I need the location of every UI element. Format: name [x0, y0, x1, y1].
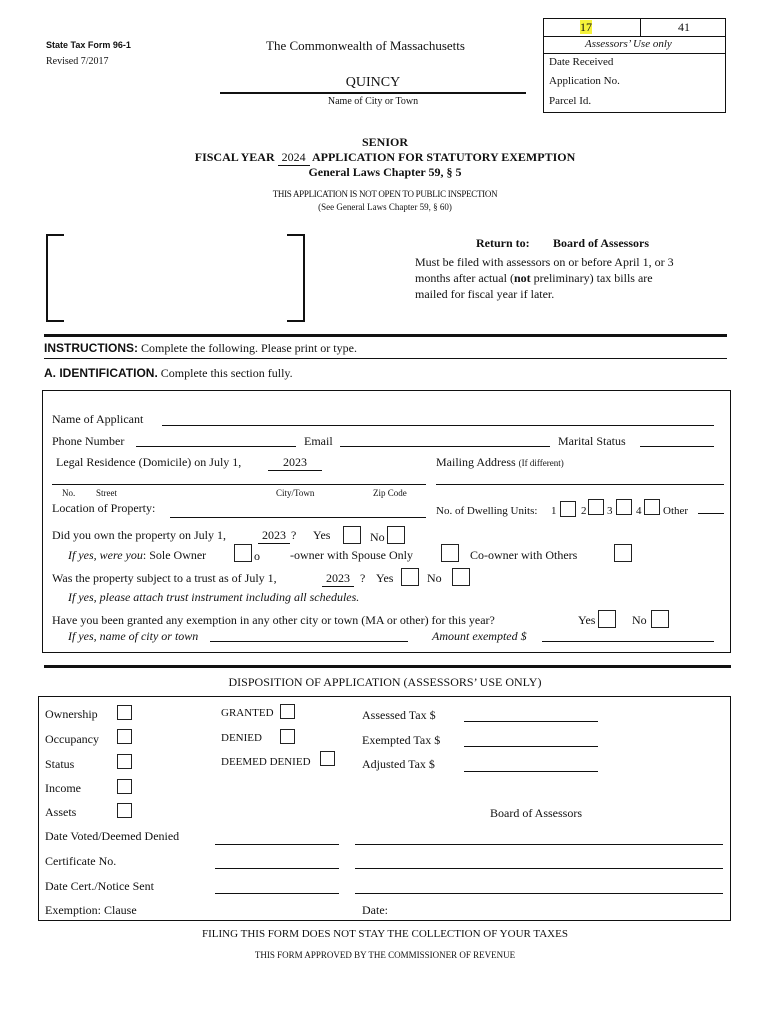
assessed-tax-field[interactable]	[464, 721, 598, 722]
exempted-tax-label: Exempted Tax $	[362, 733, 441, 747]
q-trust-yes-checkbox[interactable]	[401, 568, 419, 586]
return-label: Return to:	[476, 236, 530, 250]
phone-field[interactable]	[136, 446, 296, 447]
email-field[interactable]	[340, 446, 550, 447]
addr-no-caption: No.	[62, 488, 76, 498]
code-right[interactable]: 41	[678, 20, 690, 34]
unit-2-label: 2	[581, 505, 587, 517]
income-label: Income	[45, 781, 81, 795]
dwelling-units-label: No. of Dwelling Units:	[436, 505, 538, 517]
marital-field[interactable]	[640, 446, 714, 447]
q-trust-label: Was the property subject to a trust as of July 1,	[52, 571, 277, 585]
adjusted-tax-label: Adjusted Tax $	[362, 757, 435, 771]
income-checkbox[interactable]	[117, 779, 132, 794]
q-own-no-checkbox[interactable]	[387, 526, 405, 544]
name-applicant-field[interactable]	[162, 425, 714, 426]
q-trust-no-label: No	[427, 571, 442, 585]
title-fiscal-year: FISCAL YEAR 2024 APPLICATION FOR STATUTORY EXEMPTION	[194, 150, 576, 164]
granted-checkbox[interactable]	[280, 704, 295, 719]
application-no-label: Application No.	[549, 75, 620, 87]
adjusted-tax-field[interactable]	[464, 771, 598, 772]
q-own-label: Did you own the property on July 1,	[52, 528, 226, 542]
unit-4-label: 4	[636, 505, 642, 517]
exemption-clause-label: Exemption: Clause	[45, 903, 137, 917]
denied-checkbox[interactable]	[280, 729, 295, 744]
marital-label: Marital Status	[558, 434, 626, 448]
certificate-label: Certificate No.	[45, 854, 117, 868]
city-caption: Name of City or Town	[327, 96, 419, 107]
exempted-tax-field[interactable]	[464, 746, 598, 747]
q-exempt-yes-checkbox[interactable]	[598, 610, 616, 628]
certificate-field[interactable]	[215, 868, 339, 869]
q-own-year[interactable]: 2023	[258, 528, 290, 544]
q-exempt-no-label: No	[632, 613, 647, 627]
assessors-caption: Assessors’ Use only	[585, 38, 672, 50]
legal-residence-label: Legal Residence (Domicile) on July 1,	[56, 455, 242, 469]
city-underline	[220, 92, 526, 94]
title-senior: SENIOR	[361, 135, 408, 149]
addr-city-caption: City/Town	[276, 488, 315, 498]
footer-line2: THIS FORM APPROVED BY THE COMMISSIONER OF REVENUE	[254, 950, 516, 960]
signature-line-3[interactable]	[355, 893, 723, 894]
parcel-id-label: Parcel Id.	[549, 95, 592, 107]
occupancy-label: Occupancy	[45, 732, 99, 746]
date-voted-label: Date Voted/Deemed Denied	[45, 829, 180, 843]
signature-line-1[interactable]	[355, 844, 723, 845]
unit-1-label: 1	[551, 505, 557, 517]
stray-glyph: o	[254, 549, 260, 563]
q-trust-yes-label: Yes	[376, 571, 394, 585]
q-trust-no-checkbox[interactable]	[452, 568, 470, 586]
addr-zip-caption: Zip Code	[373, 488, 407, 498]
unit-3-checkbox[interactable]	[616, 499, 632, 515]
co-owner-spouse-label: -owner with Spouse Only	[290, 548, 413, 562]
footer-line1: FILING THIS FORM DOES NOT STAY THE COLLECTION OF YOUR TAXES	[202, 928, 568, 940]
section-a-heading: A. IDENTIFICATION. Complete this section fully.	[44, 366, 293, 380]
amount-exempted-label: Amount exempted $	[432, 629, 527, 643]
assets-checkbox[interactable]	[117, 803, 132, 818]
q-exempt-yes-label: Yes	[578, 613, 596, 627]
co-owner-spouse-checkbox[interactable]	[441, 544, 459, 562]
revised-date: Revised 7/2017	[46, 56, 109, 67]
title-law: General Laws Chapter 59, § 5	[308, 165, 462, 179]
q-exempt-label: Have you been granted any exemption in any other city or town (MA or other) for this year?	[52, 613, 495, 627]
date-label: Date:	[362, 903, 388, 917]
form-number: State Tax Form 96-1	[46, 40, 131, 50]
date-received-label: Date Received	[549, 56, 614, 68]
date-cert-field[interactable]	[215, 893, 339, 894]
ownership-checkbox[interactable]	[117, 705, 132, 720]
return-to-board: Board of Assessors	[553, 236, 650, 250]
q-own-yes-checkbox[interactable]	[343, 526, 361, 544]
notice-ref: (See General Laws Chapter 59, § 60)	[318, 202, 452, 212]
deemed-denied-checkbox[interactable]	[320, 751, 335, 766]
mailing-address-field[interactable]	[436, 484, 724, 485]
fiscal-year-value[interactable]: 2024	[278, 150, 310, 166]
co-owner-others-label: Co-owner with Others	[470, 548, 578, 562]
mailing-address-label: Mailing Address (If different)	[436, 455, 564, 469]
status-checkbox[interactable]	[117, 754, 132, 769]
trust-note: If yes, please attach trust instrument including all schedules.	[68, 590, 360, 604]
location-field[interactable]	[170, 517, 426, 518]
board-of-assessors: Board of Assessors	[490, 806, 582, 820]
if-yes-city-label: If yes, name of city or town	[68, 629, 199, 643]
occupancy-checkbox[interactable]	[117, 729, 132, 744]
return-line2: months after actual (not preliminary) tax bills are	[415, 271, 653, 285]
name-applicant-label: Name of Applicant	[52, 412, 144, 426]
amount-exempted-field[interactable]	[542, 641, 714, 642]
deemed-denied-label: DEEMED DENIED	[221, 756, 311, 768]
city-name[interactable]: QUINCY	[345, 75, 401, 90]
code-left[interactable]: 17	[580, 20, 592, 34]
return-line1: Must be filed with assessors on or before April 1, or 3	[415, 255, 674, 269]
signature-line-2[interactable]	[355, 868, 723, 869]
granted-label: GRANTED	[221, 707, 274, 719]
instructions: INSTRUCTIONS: Complete the following. Please print or type.	[44, 341, 357, 355]
q-own-no-label: No	[370, 530, 385, 544]
other-city-field[interactable]	[210, 641, 408, 642]
phone-label: Phone Number	[52, 434, 125, 448]
return-line3: mailed for fiscal year if later.	[415, 287, 555, 301]
email-label: Email	[304, 434, 333, 448]
date-cert-label: Date Cert./Notice Sent	[45, 879, 154, 893]
unit-4-checkbox[interactable]	[644, 499, 660, 515]
unit-other-label: Other	[663, 505, 689, 517]
legal-residence-field[interactable]	[52, 484, 426, 485]
q-exempt-no-checkbox[interactable]	[651, 610, 669, 628]
disposition-title: DISPOSITION OF APPLICATION (ASSESSORS’ USE ONLY)	[228, 675, 542, 689]
status-label: Status	[45, 757, 75, 771]
addr-street-caption: Street	[96, 488, 117, 498]
unit-3-label: 3	[607, 505, 613, 517]
q-trust-year[interactable]: 2023	[322, 571, 354, 587]
q-own-yes-label: Yes	[313, 528, 331, 542]
unit-1-checkbox[interactable]	[560, 501, 576, 517]
notice-text: THIS APPLICATION IS NOT OPEN TO PUBLIC INSPECTION	[272, 189, 498, 199]
location-label: Location of Property:	[52, 501, 156, 515]
date-voted-field[interactable]	[215, 844, 339, 845]
sole-owner-checkbox[interactable]	[234, 544, 252, 562]
unit-2-checkbox[interactable]	[588, 499, 604, 515]
commonwealth-title: The Commonwealth of Massachusetts	[266, 38, 465, 53]
denied-label: DENIED	[221, 732, 262, 744]
assets-label: Assets	[45, 805, 77, 819]
q-trust-end: ?	[360, 571, 366, 585]
co-owner-others-checkbox[interactable]	[614, 544, 632, 562]
legal-residence-year[interactable]: 2023	[268, 455, 322, 471]
if-yes-were-label: If yes, were you: Sole Owner	[68, 548, 207, 562]
ownership-label: Ownership	[45, 707, 98, 721]
unit-other-field[interactable]	[698, 513, 724, 514]
q-own-end: ?	[291, 528, 297, 542]
assessed-tax-label: Assessed Tax $	[362, 708, 436, 722]
